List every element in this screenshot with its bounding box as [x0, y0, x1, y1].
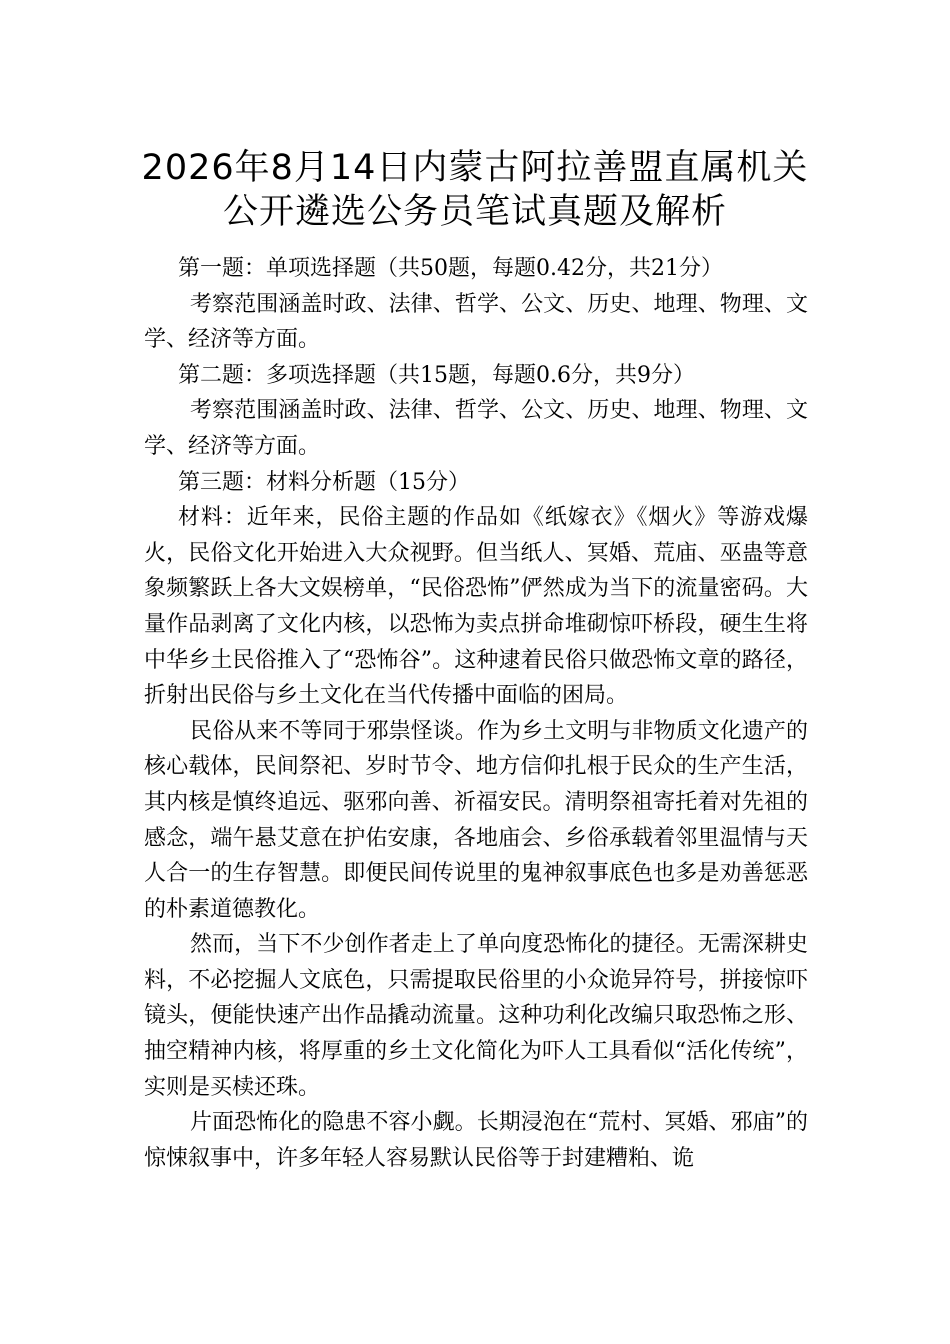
document-body — [144, 251, 808, 1176]
material-paragraph-2: 民俗从来不等同于邪祟怪谈。作为乡土文明与非物质文化遗产的核心载体，民间祭祀、岁时节令、地方信仰扎根于民众的生产生活，其内核是慎终追远、驱邪向善、祈福安民。清明祭祖寄托着对先祖的感念，端午悬艾意在护佑安康，各地庙会、乡俗承载着邻里温情与天人合一的生存智慧。即便民间传说里的鬼神叙事底色也多是劝善惩恶的朴素道德教化。 — [144, 718, 808, 922]
question-1-scope: 考察范围涵盖时政、法律、哲学、公文、历史、地理、物理、文学、经济等方面。 — [144, 291, 808, 353]
material-paragraph-1: 材料：近年来，民俗主题的作品如《纸嫁衣》《烟火》等游戏爆火，民俗文化开始进入大众视野。但当纸人、冥婚、荒庙、巫蛊等意象频繁跃上各大文娱榜单，“民俗恐怖”俨然成为当下的流量密码。大量作品剥离了文化内核，以恐怖为卖点拼命堆砌惊吓桥段，硬生生将中华乡土民俗推入了“恐怖谷”。这种逮着民俗只做恐怖文章的路径，折射出民俗与乡土文化在当代传播中面临的困局。 — [144, 505, 808, 709]
question-2-scope: 考察范围涵盖时政、法律、哲学、公文、历史、地理、物理、文学、经济等方面。 — [144, 398, 808, 459]
document-title-line-2: 公开遴选公务员笔试真题及解析 — [222, 192, 727, 232]
document-title-line-1: 2026年8月14日内蒙古阿拉善盟直属机关 — [141, 148, 809, 188]
question-3-heading: 第三题：材料分析题（15分） — [178, 469, 470, 495]
question-2-heading: 第二题：多项选择题（共15题，每题0.6分，共9分） — [178, 362, 695, 388]
material-paragraph-3: 然而，当下不少创作者走上了单向度恐怖化的捷径。无需深耕史料，不必挖掘人文底色，只需提取民俗里的小众诡异符号，拼接惊吓镜头，便能快速产出作品撬动流量。这种功利化改编只取恐怖之形、抽空精神内核，将厚重的乡土文化简化为吓人工具看似“活化传统”，实则是买椟还珠。 — [144, 932, 808, 1100]
material-paragraph-4: 片面恐怖化的隐患不容小觑。长期浸泡在“荒村、冥婚、邪庙”的惊悚叙事中，许多年轻人容易默认民俗等于封建糟粕、诡 — [144, 1110, 808, 1171]
question-1-heading: 第一题：单项选择题（共50题，每题0.42分，共21分） — [178, 256, 723, 281]
